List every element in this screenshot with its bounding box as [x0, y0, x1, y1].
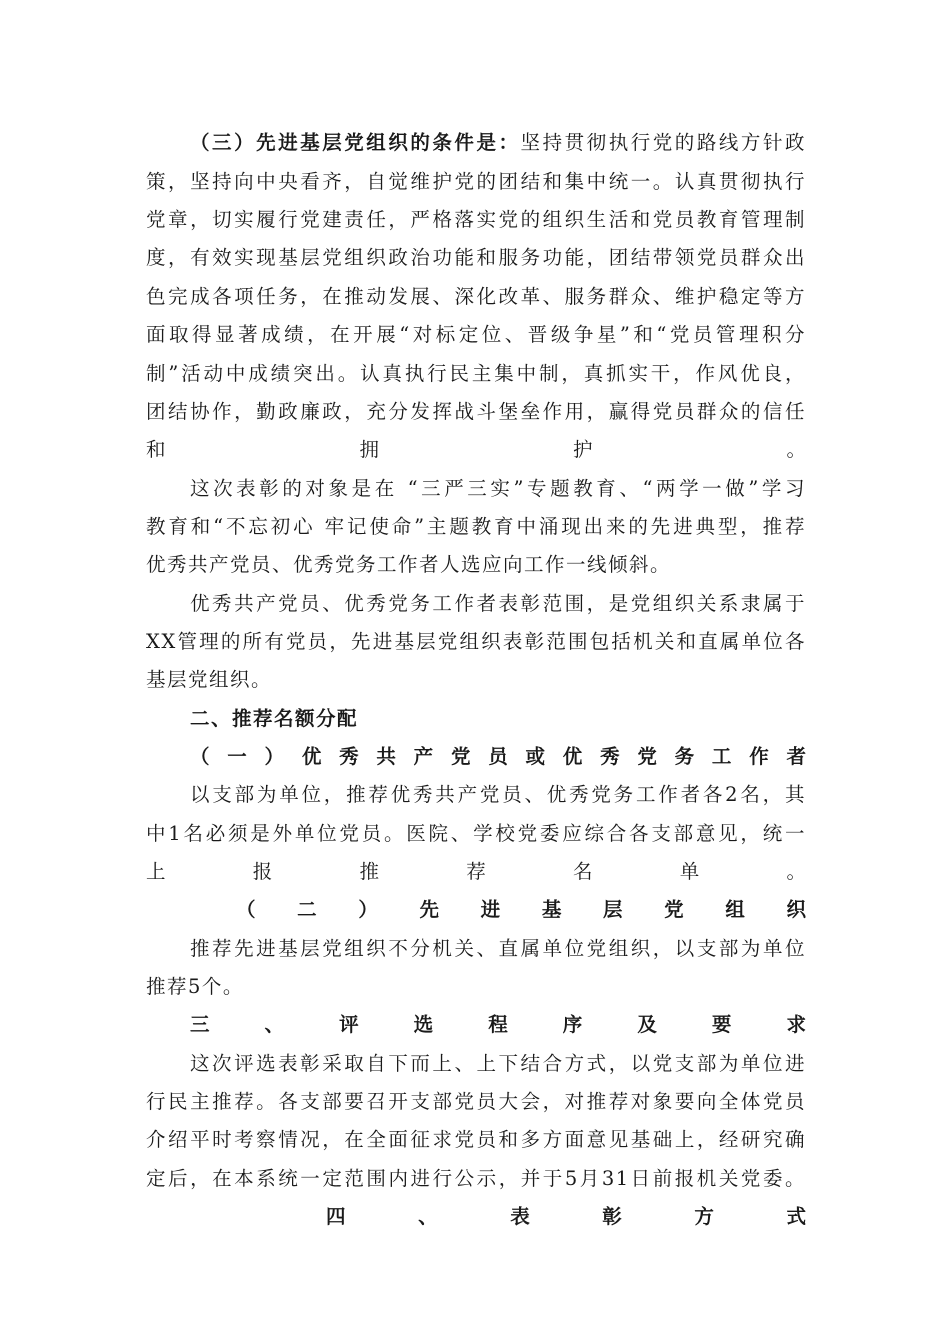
sub1-line-1: 中1名必须是外单位党员。医院、学校党委应综合各支部意见，统一 — [146, 822, 806, 845]
sub1-line-2: 上 报 推 荐 名 单 。 — [146, 860, 806, 883]
proc-line-0: 这次评选表彰采取自下而上、上下结合方式，以党支部为单位进 — [190, 1052, 806, 1075]
section3-line-1: 策，坚持向中央看齐，自觉维护党的团结和集中统一。认真贯彻执行 — [146, 170, 806, 193]
proc-line-3: 定后，在本系统一定范围内进行公示，并于5月31日前报机关党委。 — [146, 1167, 806, 1190]
scope-line-2: 基层党组织。 — [146, 668, 273, 691]
sub1-heading: （一）优秀共产党员或优秀党务工作者 — [190, 745, 806, 768]
sub1-line-0: 以支部为单位，推荐优秀共产党员、优秀党务工作者各2名，其 — [190, 783, 806, 806]
section3-line-6: 制”活动中成绩突出。认真执行民主集中制，真抓实干，作风优良， — [146, 362, 806, 385]
section3-line-8: 和 拥 护 。 — [146, 438, 806, 461]
scope-line-1: XX管理的所有党员，先进基层党组织表彰范围包括机关和直属单位各 — [146, 630, 806, 653]
section3-first-line — [190, 124, 806, 162]
section3-line-3: 度，有效实现基层党组织政治功能和服务功能，团结带领党员群众出 — [146, 246, 806, 269]
heading-4: 四、表彰方式 — [326, 1205, 806, 1228]
objects-line-1: 教育和“不忘初心 牢记使命”主题教育中涌现出来的先进典型，推荐 — [146, 515, 806, 538]
section3-line-4: 色完成各项任务，在推动发展、深化改革、服务群众、维护稳定等方 — [146, 285, 806, 308]
scope-line-0: 优秀共产党员、优秀党务工作者表彰范围，是党组织关系隶属于 — [190, 592, 806, 615]
objects-line-2: 优秀共产党员、优秀党务工作者人选应向工作一线倾斜。 — [146, 553, 672, 576]
section3-line-7: 团结协作，勤政廉政，充分发挥战斗堡垒作用，赢得党员群众的信任 — [146, 400, 806, 423]
section3-line-0: 坚持贯彻执行党的路线方针政 — [520, 131, 806, 154]
section3-line-2: 党章，切实履行党建责任，严格落实党的组织生活和党员教育管理制 — [146, 208, 806, 231]
heading-3: 三、评选程序及要求 — [190, 1013, 806, 1036]
proc-line-1: 行民主推荐。各支部要召开支部党员大会，对推荐对象要向全体党员 — [146, 1090, 806, 1113]
sub2-heading: （二）先进基层党组织 — [236, 898, 806, 921]
sub2-line-0: 推荐先进基层党组织不分机关、直属单位党组织，以支部为单位 — [190, 937, 806, 960]
sub2-line-1: 推荐5个。 — [146, 975, 244, 998]
section3-line-5: 面取得显著成绩，在开展“对标定位、晋级争星”和“党员管理积分 — [146, 323, 806, 346]
section3-heading: （三）先进基层党组织的条件是： — [190, 131, 521, 154]
proc-line-2: 介绍平时考察情况，在全面征求党员和多方面意见基础上，经研究确 — [146, 1128, 806, 1151]
objects-line-0: 这次表彰的对象是在 “三严三实”专题教育、“两学一做”学习 — [190, 477, 806, 500]
heading-2: 二、推荐名额分配 — [190, 707, 359, 730]
